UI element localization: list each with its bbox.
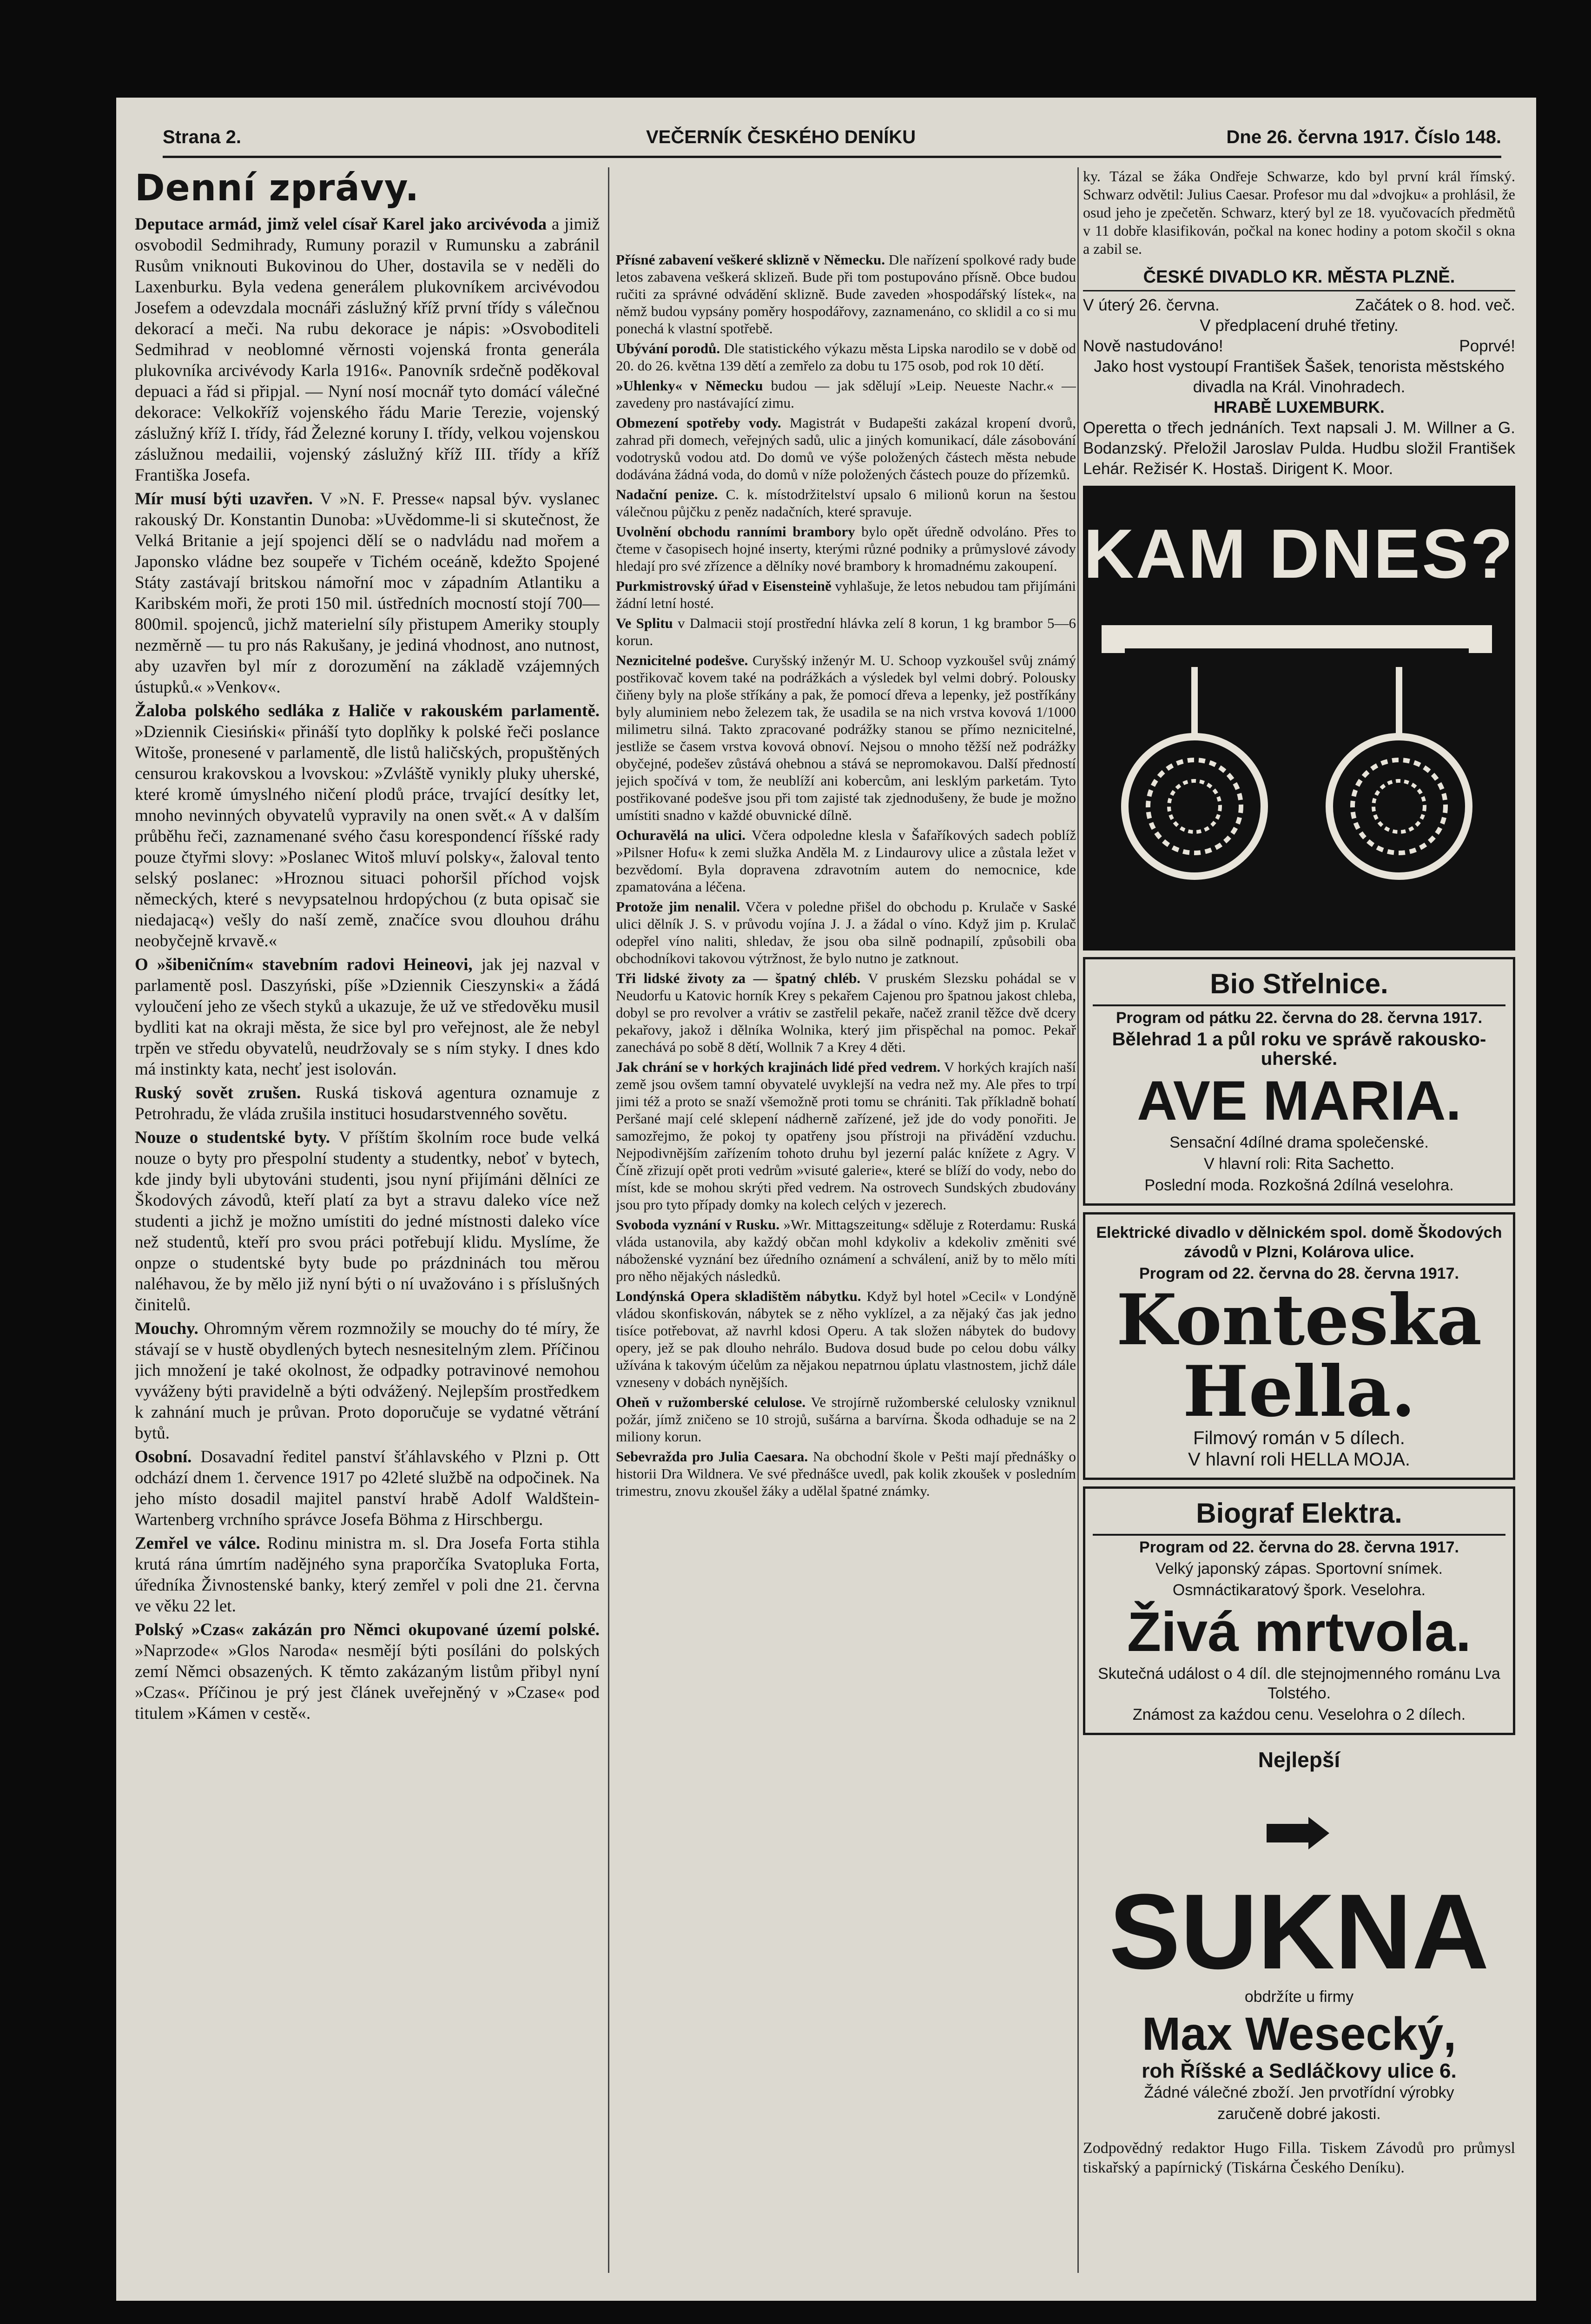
article-text: »Dziennik Ciesiński« přináší tyto doplňky k polské řeči poslance Witoše, pronesené v parlamentě, dle listů haličských, propuštěných censurou krakovskou a lvovskou: »Zvláště vynikly pluky uherské, které kromě úmyslného ničení plodů práce, trvající desítky let, mnoho nevinných obyvatelů vypravily na onen svět.« A v dalším průběhu řeči, zaznamenané svého času korespondencí říšské rady pouze čtyřmi slovy: »Poslanec Witoš mluví polsky«, žaloval tento selský poslanec: »Hroznou situaci pohoršil příchod vojsk německých, které s nevypsatelnou hrdopýchou (z buta opisač sie niedajacą«) vešly do naší země, značíce svou dlouhou dráhu neobyčejně krvavě.« [135, 722, 600, 951]
column-news [135, 167, 600, 2273]
article-text: »Wr. Mittagszeitung« sděluje z Roterdamu: Ruská vláda ustanovila, aby každý občan mohl kdykoliv a kdekoliv změniti své náboženské vyznání bez úředního oznámení a schválení, aniž by to mělo míti pro něho nějakých následků. [616, 1216, 1076, 1284]
article [616, 1216, 1076, 1285]
cinema-program: Program od 22. června do 28. června 1917. [1139, 1538, 1459, 1556]
newspaper-page [116, 98, 1536, 2301]
article-headline: Ve Splitu [616, 615, 673, 631]
article-text: budou — jak sdělují »Leip. Neueste Nachr.« — zavedeny pro nastávající zimu. [616, 377, 1076, 411]
sukna-sub: obdržíte u firmy [1244, 1988, 1354, 2006]
article-headline: Nouze o studentské byty. [135, 1128, 330, 1147]
article-headline: Žaloba polského sedláka z Haliče v rakouském parlamentě. [135, 701, 600, 720]
article-text: Ohromným věrem rozmnožily se mouchy do té míry, že stávají se v hustě obydlených bytech nesnesitelným zlem. Příčinou jich množení je také okolnost, že odpadky potravinové nemohou vyváženy býti pravidelně a býti odvážený. Nejlepším prostředkem k zahnání much je průvan. Proto doporučuje se vydatné větrání bytů. [135, 1319, 600, 1443]
column-ads [1083, 167, 1515, 2273]
lamps-illustration [1083, 486, 1511, 951]
newspaper-title: VEČERNÍK ČESKÉHO DENÍKU [646, 127, 916, 147]
article-headline: Osobní. [135, 1447, 192, 1466]
article-text: V »N. F. Presse« napsal býv. vyslanec rakouský Dr. Konstantin Dunoba: »Uvědomme-li si skutečnost, že Velká Britanie a její spojenci dělí se o nadvládu nad mořem a Japonsko vládne bez soupeře v Tichém oceáně, kdežto Spojené Státy zastávají britskou námořní moc v západním Atlantiku a Karibském moři, že proti 150 mil. ústředních mocností stojí 700—800mil. spojenců, jichž materielní síly přistupem Ameriky stouply nezměrně — tu pro nás Rakušany, je jediná vhodnost, ano nutnost, aby uzavřen byl mír z dorozumění na základě vzájemných ústupků.« »Venkov«. [135, 489, 600, 697]
article [135, 489, 600, 698]
article [616, 970, 1076, 1056]
theatre-premiere: Poprvé! [1459, 337, 1515, 355]
article [616, 898, 1076, 967]
bio-strelnice-ad [1083, 957, 1515, 1206]
blank-space [616, 167, 1076, 251]
article-headline: »Uhlenky« v Německu [616, 377, 763, 394]
article [616, 1448, 1076, 1499]
article-text: Včera odpoledne klesla v Šafaříkových sadech poblíž »Pilsner Hofu« k zemi služka Anděla M. z Lindaurovy ulice a zůstala ležet v bezvědomí. Byla dopravena zdravotním autem do nemocnice, kde zpamatována a léčena. [616, 827, 1076, 895]
sukna-note: Žádné válečné zboží. Jen prvotřídní výrobky [1144, 2084, 1454, 2101]
cinema-desc: V hlavní roli: Rita Sachetto. [1203, 1155, 1395, 1173]
kam-dnes-banner [1083, 486, 1515, 951]
sukna-firm: Max Wesecký, [1142, 2008, 1457, 2060]
imprint: Zodpovědný redaktor Hugo Filla. Tiskem Závodů pro průmysl tiskařský a papírnický (Tiskárna Českého Deníku). [1083, 2139, 1515, 2176]
article-text: Dle statistického výkazu města Lipska narodilo se v době od 20. do 26. května 139 dětí a zemřelo za dobu tu 175 osob, pod rok 10 dětí. [616, 340, 1076, 374]
cinema-headline: Konteska [1116, 1279, 1482, 1361]
theatre-subscription: V předplacení druhé třetiny. [1200, 317, 1399, 335]
theatre-line [1083, 336, 1515, 357]
article-text: V pruském Slezsku pohádal se v Neudorfu u Katovic horník Krey s pekařem Cajenou pro špatnou jakost chleba, dobyl se pro revolver a vrátiv se zastřelil pekaře, načež zranil těžce dvě dcery pekařovy, jakož i dělníka Wolnika, který jim přispěchal na pomoc. Pekař zanechává po sobě 8 dětí, Wollnik 7 a Krey 4 děti. [616, 970, 1076, 1055]
sukna-headline [1090, 1771, 1508, 1991]
article-headline: Ubývání porodů. [616, 340, 720, 357]
article-headline: Deputace armád, jimž velel císař Karel jako arcivévoda [135, 215, 547, 234]
article-headline: Purkmistrovský úřad v Eisensteině [616, 578, 832, 594]
article [135, 954, 600, 1080]
article-headline: Oheň v ružomberské celulose. [616, 1394, 806, 1410]
article [616, 614, 1076, 649]
cinema-desc: Velký japonský zápas. Sportovní snímek. [1155, 1560, 1443, 1578]
cinema-desc: V hlavní roli HELLA MOJA. [1188, 1449, 1410, 1470]
article-headline: Londýnská Opera skladištěm nábytku. [616, 1288, 861, 1304]
cinema-title: Bio Střelnice. [1093, 968, 1505, 1006]
lamp-icon [1329, 667, 1469, 876]
article-text: C. k. místodržitelství upsalo 6 milionů korun na šestou válečnou půjčku z peněz nadačních, které spravuje. [616, 486, 1076, 520]
article-text: v Dalmacii stojí prostřední hlávka zelí 8 korun, 1 kg brambor 5—6 korun. [616, 615, 1076, 648]
article [135, 214, 600, 486]
article-text: Ve strojírně ružomberské celulosky vzniknul požár, jímž zničeno se 10 strojů, sušárna a barvírna. Škoda odhaduje se na 2 miliony korun. [616, 1394, 1076, 1445]
cinema-headline: AVE MARIA. [1137, 1070, 1461, 1132]
article-headline: Ruský sovět zrušen. [135, 1083, 301, 1103]
article-headline: Nadační penize. [616, 486, 718, 502]
article-headline: Obmezení spotřeby vody. [616, 415, 781, 431]
issue-date: Dne 26. června 1917. Číslo 148. [1226, 127, 1501, 147]
article-headline: Uvolnění obchodu ranními brambory [616, 523, 855, 540]
cinema-headline: Hella. [1182, 1351, 1416, 1433]
article-headline: O »šibeničním« stavebním radovi Heineovi, [135, 955, 473, 974]
cinema-desc: Známost za kaźdou cenu. Veselohra o 2 dílech. [1132, 1706, 1466, 1723]
page-header [163, 123, 1501, 158]
article-headline: Mouchy. [135, 1319, 198, 1338]
article [616, 1393, 1076, 1445]
cinema-desc: Sensační 4dílné drama společenské. [1169, 1134, 1429, 1151]
biograf-elektra-ad [1083, 1486, 1515, 1735]
pointing-hand-icon [1264, 1805, 1334, 1861]
article-text: »Naprzode« »Glos Naroda« nesmějí býti posíláni do polských zemí Němci obsazených. K těmto zakázaným listům přibyl nyní »Czas«. Příčinou je prý jest článek uveřejněný v »Czase« pod titulem »Kámen v cestě«. [135, 1641, 600, 1723]
article [616, 826, 1076, 895]
article [616, 414, 1076, 483]
article-text: Na obchodní škole v Pešti mají přednášky o historii Dra Wildnera. Ve své přednášce uvedl, pak kolik zkoušek v posledním trimestru, znovu zkoušel žáky a udělal špatné známky. [616, 1448, 1076, 1499]
cinema-film: Bělehrad 1 a půl roku ve správě rakousko-uherské. [1112, 1029, 1486, 1069]
article-text: Včera v poledne přišel do obchodu p. Krulače v Saské ulici dělník J. S. v průvodu vojína J. J. a žádal o víno. Když jim p. Krulač odepřel víno naliti, shledav, že jsou oba silně podnapilí, způsobili oba obchodníkovi takovou výtržnost, že bylo nutno je zatknout. [616, 898, 1076, 966]
article [616, 1287, 1076, 1391]
column-rule [1077, 167, 1079, 2273]
article-text: a jimiž osvobodil Sedmihrady, Rumuny porazil v Rumunsku a zabránil Rusům vniknouti Bukovinou do Uher, dostavila se v neděli do Laxenburku. Byla vedena generálem plukovníkem arcivévodou Josefem a odevzdala mocnáři záslužný kříž první třídy s válečnou dekorací a meči. Na rubu dekorace je nápis: »Osvoboditeli Sedmihrad v neoblomné věrnosti vojenská fronta generála plukovníka arcivévody Karla 1916«. Panovník srdečně poděkoval depuaci a řád si připjal. — Nyní nosí mocnář tyto domácí válečné dekorace: Velkokříž vojenského řádu Marie Terezie, vojenský záslužný kříž I. třídy, řád Železné koruny I. třídy, velkou vojenskou záslužnou medailii, vojenský záslužný kříž III. třídy a kříž Františka Josefa. [135, 215, 600, 485]
article-text: bylo opět úředně odvoláno. Přes to čteme v časopisech hojné inserty, kterými různé podniky a průmyslové závody hledají pro své zřízence a dělníky nové brambory k hromadnému zakoupení. [616, 523, 1076, 574]
article-headline: Svoboda vyznání v Rusku. [616, 1216, 780, 1233]
theatre-guest: Jako host vystoupí František Šašek, tenorista městského divadla na Král. Vinohradech. [1094, 357, 1505, 396]
cinema-desc: Filmový román v 5 dílech. [1193, 1428, 1405, 1448]
lamp-icon [1125, 667, 1264, 876]
cinema-title: Elektrické divadlo v dělnickém spol. domě Škodových závodů v Plzni, Kolárova ulice. [1096, 1224, 1502, 1261]
cinema-program: Program od 22. června do 28. června 1917. [1139, 1265, 1459, 1282]
sukna-note: zaručeně dobré jakosti. [1217, 2105, 1381, 2123]
theatre-line [1083, 295, 1515, 316]
article [135, 1083, 600, 1124]
theatre-day: V úterý 26. června. [1083, 296, 1220, 314]
article-headline: Neznicitelné podešve. [616, 652, 748, 668]
article-headline: Tři lidské životy za — špatný chléb. [616, 970, 861, 986]
kam-dnes-title: KAM DNES? [1083, 515, 1515, 593]
sukna-address: roh Říšské a Sedláčkovy ulice 6. [1142, 2060, 1457, 2082]
elektricke-divadlo-ad [1083, 1212, 1515, 1480]
cinema-headline: Živá mrtvola. [1127, 1601, 1472, 1663]
cinema-program: Program od pátku 22. června do 28. června 1917. [1116, 1009, 1483, 1027]
article-text: Dosavadní ředitel panství šťáhlavského v Plzni p. Ott odchází dnem 1. července 1917 po 42leté službě na odpočinek. Na jeho místo dosadil majitel panství hrabě Adolf Waldštein-Wartenberg vrchního správce Josefa Böhma z Hirschbergu. [135, 1447, 600, 1529]
article-text: jak jej nazval v parlamentě posl. Daszyński, píše »Dziennik Cieszynski« a žádá vyloučení jeho ze všech styků a ukazuje, že už ve středověku musil bydliti kat na okraji města, že sice byl pro veřejnost, ale že nebyl trpěn ve středu obyvatelů, neudržovaly se s ním styky. I dnes kdo má instinkty kata, nechť jest isolován. [135, 955, 600, 1079]
article [616, 1058, 1076, 1213]
article [135, 1533, 600, 1617]
article-headline: Ochuravělá na ulici. [616, 827, 746, 843]
article-text: Magistrát v Budapešti zakázal kropení dvorů, zahrad při domech, veřejných sadů, ulic a jiných komunikací, dále zásobování vodotrysků vodou atd. Do domů ve výše položených částech města nebude dodávána žádná voda, do domů v níže položených částech pouze do přízemků. [616, 415, 1076, 482]
article-headline: Jak chrání se v horkých krajinách lidé před vedrem. [616, 1059, 941, 1075]
article-headline: Polský »Czas« zakázán pro Němci okupované území polské. [135, 1620, 600, 1639]
cinema-desc: Osmnáctikaratový špork. Veselohra. [1172, 1581, 1426, 1599]
article-headline: Protože jim nenalil. [616, 898, 740, 915]
page-number: Strana 2. [163, 127, 241, 147]
section-title: Denní zprávy. [135, 167, 420, 209]
article-headline: Sebevražda pro Julia Caesara. [616, 1448, 808, 1465]
theatre-notice [1083, 267, 1515, 479]
article-text: vyhlašuje, že letos nebudou tam přijímáni žádní letní hosté. [616, 578, 1076, 611]
article [135, 1619, 600, 1724]
sukna-top: Nejlepší [1258, 1748, 1340, 1772]
theatre-title: ČESKÉ DIVADLO KR. MĚSTA PLZNĚ. [1083, 267, 1515, 291]
theatre-start: Začátek o 8. hod. več. [1355, 296, 1515, 314]
sukna-ad [1083, 1742, 1515, 2132]
article [616, 523, 1076, 574]
theatre-credits: Operetta o třech jednáních. Text napsali J. M. Willner a G. Bodanzský. Přeložil Jaroslav Pulda. Hudbu složil František Lehár. Režisér K. Hostaš. Dirigent K. Moor. [1083, 419, 1515, 478]
article [135, 1446, 600, 1530]
article [135, 1318, 600, 1444]
article [135, 700, 600, 951]
article [135, 1127, 600, 1315]
article-continuation: ky. Tázal se žáka Ondřeje Schwarze, kdo byl první král římský. Schwarz odvětil: Julius Caesar. Profesor mu dal »dvojku« a prohlásil, že osud jeho je zpečetěn. Schwarz, který byl ze 18. vyučovacích předmětů v 11 dobře klasifikován, počkal na konec hodiny a potom skočil s okna a zabil se. [1083, 168, 1515, 257]
article [616, 340, 1076, 374]
article [616, 377, 1076, 411]
article-headline: Zemřel ve válce. [135, 1534, 260, 1553]
cinema-title: Biograf Elektra. [1093, 1497, 1505, 1536]
article [616, 652, 1076, 824]
article [616, 251, 1076, 337]
article-text: V horkých krajích naší země jsou ovšem tamní obyvatelé uvyklejší na vedra než my. Ale přes to trpí jimi též a proto se snaží všemožně proti tomu se chrániti. Tak příkladně bohatí Peršané mají celé sklepení nádherně zařízené, jež jde do vody ponořiti. Je samozřejmo, že pokoj ty opatřeny jsou přístroji na přivádění vzduchu. Nejpodivnějším zařízením tohoto druhu byl jezerní palác knížete z Agry. V Číně zřizují opět proti vedrům »visuté galerie«, které se blíží do vody, nebo do míst, kde se mohou skrýti před vedrem. Na ostrovech Sundských zbudovány jsou pro tyto případy domky na kolech celých v jezerech. [616, 1059, 1076, 1213]
article-text: Curyšský inženýr M. U. Schoop vyzkoušel svůj známý postřikovač kovem také na podrážkách a výsledek byl velmi dobrý. Polousky čiňeny byly na ploše stříkány a pak, že pomocí dřeva a lepenky, jež postříkány byly aluminiem nebo železem tak, že usadila se na nich vrstva kovová 1/1000 milimetru silná. Takto zpracované podrážky stanou se přímo neznicitelné, jestliže se časem vrstva kovová obnoví. Nejsou o mnoho těžší než podrážky obyčejné, podešev zůstává ohebnou a stává se nepromokavou. Další předností jejich spočívá v tom, že neublíží ani kobercům, ani lesklým parketám. Tyto postřikované podešve jsou při tom zajisté tak zjednodušeny, že bude je možno umístiti snadno v každé obuvnické dílně. [616, 652, 1076, 823]
sukna-word: SUKNA [1109, 1872, 1489, 1991]
theatre-new: Nově nastudováno! [1083, 337, 1223, 355]
article-headline: Přísné zabavení veškeré skliznĕ v Německu. [616, 251, 885, 268]
article [616, 486, 1076, 520]
article-text: Dle nařízení spolkové rady bude letos zabavena veškerá sklizeň. Bude při tom postupováno přísně. Obce budou ručiti za správné odvádění sklizně. Bude zaveden »hospodářský lístek«, na němž budou vypsány poměry hospodářovy, zaznamenáno, co sklidil a co si mu ponechá k vlastní spotřebě. [616, 251, 1076, 337]
cinema-desc: Skutečná událost o 4 díl. dle stejnojmenného románu Lva Tolstého. [1098, 1665, 1500, 1702]
column-rule [608, 167, 609, 2273]
article-text: V příštím školním roce bude velká nouze o byty pro přespolní studenty a studentky, neboť v bytech, kde jindy byli ubytováni studenti, jsou nyní přijímáni dělníci ze Škodových závodů, kteří platí za byt a stravu daleko více než studenti a jichž je možno umístiti do jedné místnosti daleko více než studentů, kteří pro svou práci potřebují klidu. Myslíme, že onpze o studentské byty bude po prázdninách tou měrou naléhavou, že by mělo již nyní býti o ní uvažováno i s příslušných činitelů. [135, 1128, 600, 1314]
lamp-bar-shadow [1125, 648, 1469, 667]
theatre-play: HRABĚ LUXEMBURK. [1214, 398, 1385, 416]
column-news-2 [616, 167, 1076, 2273]
article-text: Rodinu ministra m. sl. Dra Josefa Forta stihla krutá rána úmrtím nadějného syna praporčíka Svatopluka Forta, úředníka Živnostenské banky, který zemřel v poli dne 21. června ve věku 22 let. [135, 1534, 600, 1616]
article-headline: Mír musí býti uzavřen. [135, 489, 313, 508]
article-text: Ruská tisková agentura oznamuje z Petrohradu, že vláda zrušila instituci hosudarstvenného sovětu. [135, 1083, 600, 1123]
article-text: Když byl hotel »Cecil« v Londýně vládou skonfiskován, nábytek se z něho vyklízel, a za nějaký čas jak jedno tisíce potřebovat, až navrhl kdosi Operu. A tak složen nábytek do budovy opery, jež se pak dlouho nehrálo. Budova dosud bude po celou dobu války užívána k takovým účelům za nějakou nepatrnou úplatu vlastnostem, jichž dále vzneseny v dobách nynějších. [616, 1288, 1076, 1390]
article [616, 577, 1076, 612]
cinema-desc: Poslední moda. Rozkošná 2dílná veselohra. [1144, 1176, 1454, 1194]
